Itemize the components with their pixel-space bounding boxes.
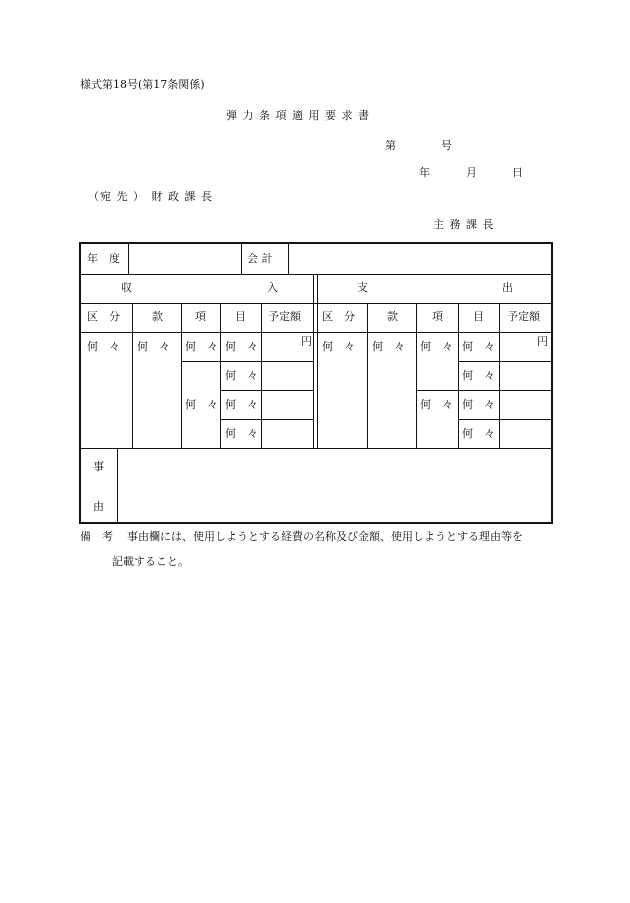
expense-col-kou: 項 <box>432 310 443 323</box>
form-number: 様式第18号(第17条関係) <box>80 78 205 91</box>
request-form-table <box>79 242 553 524</box>
sender-title: 主 務 課 長 <box>433 218 495 231</box>
doc-number-go: 号 <box>441 139 452 152</box>
income-kou-value-1: 何 々 <box>185 340 218 353</box>
date-day: 日 <box>512 166 523 179</box>
income-yen-unit: 円 <box>301 335 312 348</box>
note-line-1: 事由欄には、使用しようとする経費の名称及び金額、使用しようとする理由等を <box>127 530 523 543</box>
income-moku-value-1: 何 々 <box>225 340 258 353</box>
expense-kou-value-1: 何 々 <box>420 340 453 353</box>
income-col-amount: 予定額 <box>268 310 301 323</box>
income-header-left: 収 <box>121 281 132 294</box>
doc-number-dai: 第 <box>385 139 396 152</box>
document-title: 弾 力 条 項 適 用 要 求 書 <box>226 109 370 122</box>
income-kou-value-2: 何 々 <box>185 398 218 411</box>
account-label: 会 計 <box>247 252 273 265</box>
income-header-right: 入 <box>267 281 278 294</box>
expense-kubun-value: 何 々 <box>322 340 355 353</box>
expense-col-amount: 予定額 <box>507 310 540 323</box>
expense-header-left: 支 <box>357 281 368 294</box>
expense-kou-value-2: 何 々 <box>420 398 453 411</box>
income-col-kou: 項 <box>195 310 206 323</box>
reason-label-2: 由 <box>93 500 104 513</box>
date-month: 月 <box>466 166 477 179</box>
note-line-2: 記載すること。 <box>112 555 189 568</box>
expense-moku-value-3: 何 々 <box>462 398 495 411</box>
date-year: 年 <box>419 166 430 179</box>
expense-moku-value-2: 何 々 <box>462 369 495 382</box>
income-col-kan: 款 <box>152 310 163 323</box>
expense-col-kubun: 区 分 <box>322 310 355 323</box>
expense-col-moku: 目 <box>473 310 484 323</box>
income-col-moku: 目 <box>235 310 246 323</box>
income-kan-value: 何 々 <box>137 340 170 353</box>
expense-col-kan: 款 <box>387 310 398 323</box>
income-moku-value-2: 何 々 <box>225 369 258 382</box>
income-kubun-value: 何 々 <box>87 340 120 353</box>
income-moku-value-3: 何 々 <box>225 398 258 411</box>
reason-label-1: 事 <box>93 460 104 473</box>
expense-header-right: 出 <box>502 281 513 294</box>
note-label: 備 考 <box>80 530 113 543</box>
income-col-kubun: 区 分 <box>87 310 120 323</box>
fiscal-year-label: 年 度 <box>87 252 120 265</box>
expense-moku-value-4: 何 々 <box>462 427 495 440</box>
addressee: （宛 先 ） 財 政 課 長 <box>88 190 213 203</box>
expense-yen-unit: 円 <box>537 335 548 348</box>
expense-moku-value-1: 何 々 <box>462 340 495 353</box>
income-moku-value-4: 何 々 <box>225 427 258 440</box>
expense-kan-value: 何 々 <box>372 340 405 353</box>
